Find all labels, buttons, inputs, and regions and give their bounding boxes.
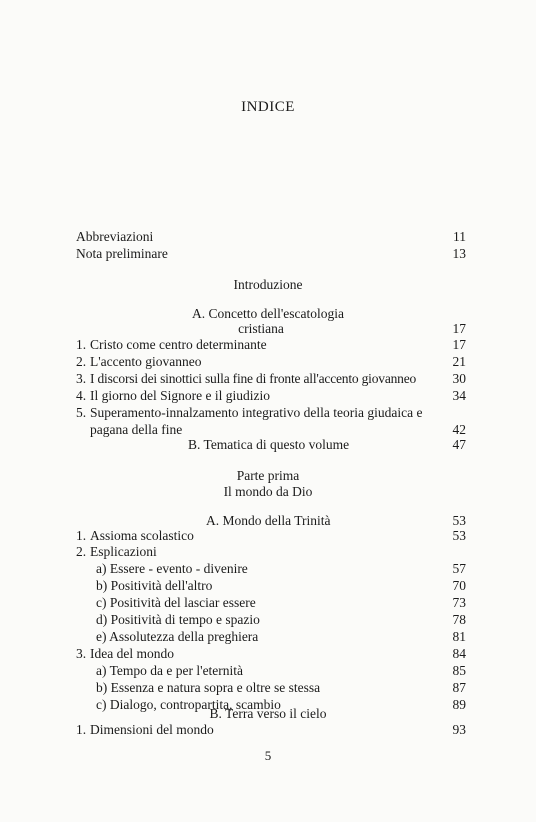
toc-entry bbox=[76, 543, 466, 560]
page-title: INDICE bbox=[241, 99, 295, 115]
toc-subentry bbox=[76, 628, 466, 645]
page-number: 5 bbox=[264, 748, 272, 763]
toc-entry-label: I discorsi dei sinottici sulla fine di fronte all'accento giovanneo bbox=[90, 371, 417, 386]
toc-entry-label: e) Assolutezza della preghiera bbox=[96, 629, 259, 644]
toc-entry-label: a) Essere - evento - divenire bbox=[96, 561, 248, 576]
toc-entry-page: 11 bbox=[453, 229, 466, 244]
toc-entry bbox=[76, 320, 466, 337]
toc-entry-page: 70 bbox=[452, 578, 466, 593]
toc-entry bbox=[76, 404, 466, 421]
toc-entry-page: 81 bbox=[452, 629, 466, 644]
toc-entry-label: Esplicazioni bbox=[90, 544, 157, 559]
toc-entry-page: 85 bbox=[452, 663, 466, 678]
toc-entry-number: 2. bbox=[76, 354, 87, 369]
toc-entry-page: 89 bbox=[452, 697, 466, 712]
toc-entry-label: Dimensioni del mondo bbox=[90, 722, 214, 737]
toc-entry-page: 57 bbox=[452, 561, 466, 576]
toc-entry-number: 1. bbox=[76, 528, 87, 543]
subsection-heading: B. Terra verso il cielo bbox=[209, 706, 327, 721]
toc-entry-number: 5. bbox=[76, 405, 87, 420]
toc-entry-label: b) Essenza e natura sopra e oltre se stessa bbox=[96, 680, 321, 695]
toc-entry-label: Nota preliminare bbox=[76, 246, 168, 261]
toc-entry-label: b) Positività dell'altro bbox=[96, 578, 213, 593]
toc-entry-page: 73 bbox=[452, 595, 466, 610]
toc-entry-page: 21 bbox=[452, 354, 466, 369]
toc-entry-page: 47 bbox=[452, 437, 466, 452]
toc-entry-label: Il giorno del Signore e il giudizio bbox=[90, 388, 270, 403]
toc-entry-label: a) Tempo da e per l'eternità bbox=[96, 663, 244, 678]
toc-entry-number: 4. bbox=[76, 388, 87, 403]
toc-entry-page: 17 bbox=[452, 321, 466, 336]
toc-subentry bbox=[76, 560, 466, 577]
toc-entry-label: c) Positività del lasciar essere bbox=[96, 595, 256, 610]
part-title: Il mondo da Dio bbox=[223, 484, 313, 499]
toc-entry-label: Cristo come centro determinante bbox=[90, 337, 267, 352]
toc-entry bbox=[76, 387, 466, 404]
toc-entry bbox=[76, 645, 466, 662]
toc-entry-label: L'accento giovanneo bbox=[90, 354, 202, 369]
toc-entry-page: 84 bbox=[452, 646, 466, 661]
toc-entry-page: 78 bbox=[452, 612, 466, 627]
toc-entry bbox=[76, 436, 466, 453]
toc-subentry bbox=[76, 611, 466, 628]
toc-entry-number: 1. bbox=[76, 337, 87, 352]
toc-entry bbox=[76, 228, 466, 245]
toc-entry-page: 53 bbox=[452, 528, 466, 543]
toc-entry-label: Superamento-innalzamento integrativo della teoria giudaica e bbox=[90, 405, 423, 420]
toc-subentry bbox=[76, 662, 466, 679]
toc-entry-page: 30 bbox=[452, 371, 466, 386]
toc-entry-page: 34 bbox=[452, 388, 466, 403]
toc-entry bbox=[76, 336, 466, 353]
toc-entry-label: c) Dialogo, contropartita, scambio bbox=[96, 697, 281, 712]
toc-entry-label: Idea del mondo bbox=[90, 646, 174, 661]
section-heading: Introduzione bbox=[233, 277, 303, 292]
toc-entry-number: 3. bbox=[76, 646, 87, 661]
toc-entry bbox=[76, 721, 466, 738]
subsection-heading: A. Mondo della Trinità bbox=[206, 513, 331, 528]
toc-entry-page: 87 bbox=[452, 680, 466, 695]
toc-entry-page: 93 bbox=[452, 722, 466, 737]
toc-entry-number: 3. bbox=[76, 371, 87, 386]
toc-entry-page: 53 bbox=[452, 513, 466, 528]
toc-entry-page: 13 bbox=[452, 246, 466, 261]
toc-entry-label: d) Positività di tempo e spazio bbox=[96, 612, 260, 627]
toc-entry-page: 17 bbox=[452, 337, 466, 352]
part-heading: Parte prima bbox=[236, 468, 300, 483]
subsection-heading: A. Concetto dell'escatologia bbox=[191, 306, 344, 321]
toc-entry-label: Abbreviazioni bbox=[76, 229, 154, 244]
toc-entry-page: 42 bbox=[452, 422, 466, 437]
toc-entry bbox=[76, 245, 466, 262]
subsection-heading-cont: cristiana bbox=[238, 321, 284, 336]
subsection-heading: B. Tematica di questo volume bbox=[188, 437, 350, 452]
toc-subentry bbox=[76, 577, 466, 594]
toc-entry bbox=[76, 353, 466, 370]
toc-entry bbox=[76, 370, 466, 387]
toc-subentry bbox=[76, 679, 466, 696]
toc-subentry bbox=[76, 594, 466, 611]
toc-entry-label: pagana della fine bbox=[90, 422, 183, 437]
toc-entry-number: 2. bbox=[76, 544, 87, 559]
toc-entry-number: 1. bbox=[76, 722, 87, 737]
toc-entry bbox=[76, 527, 466, 544]
toc-entry-label: Assioma scolastico bbox=[90, 528, 194, 543]
